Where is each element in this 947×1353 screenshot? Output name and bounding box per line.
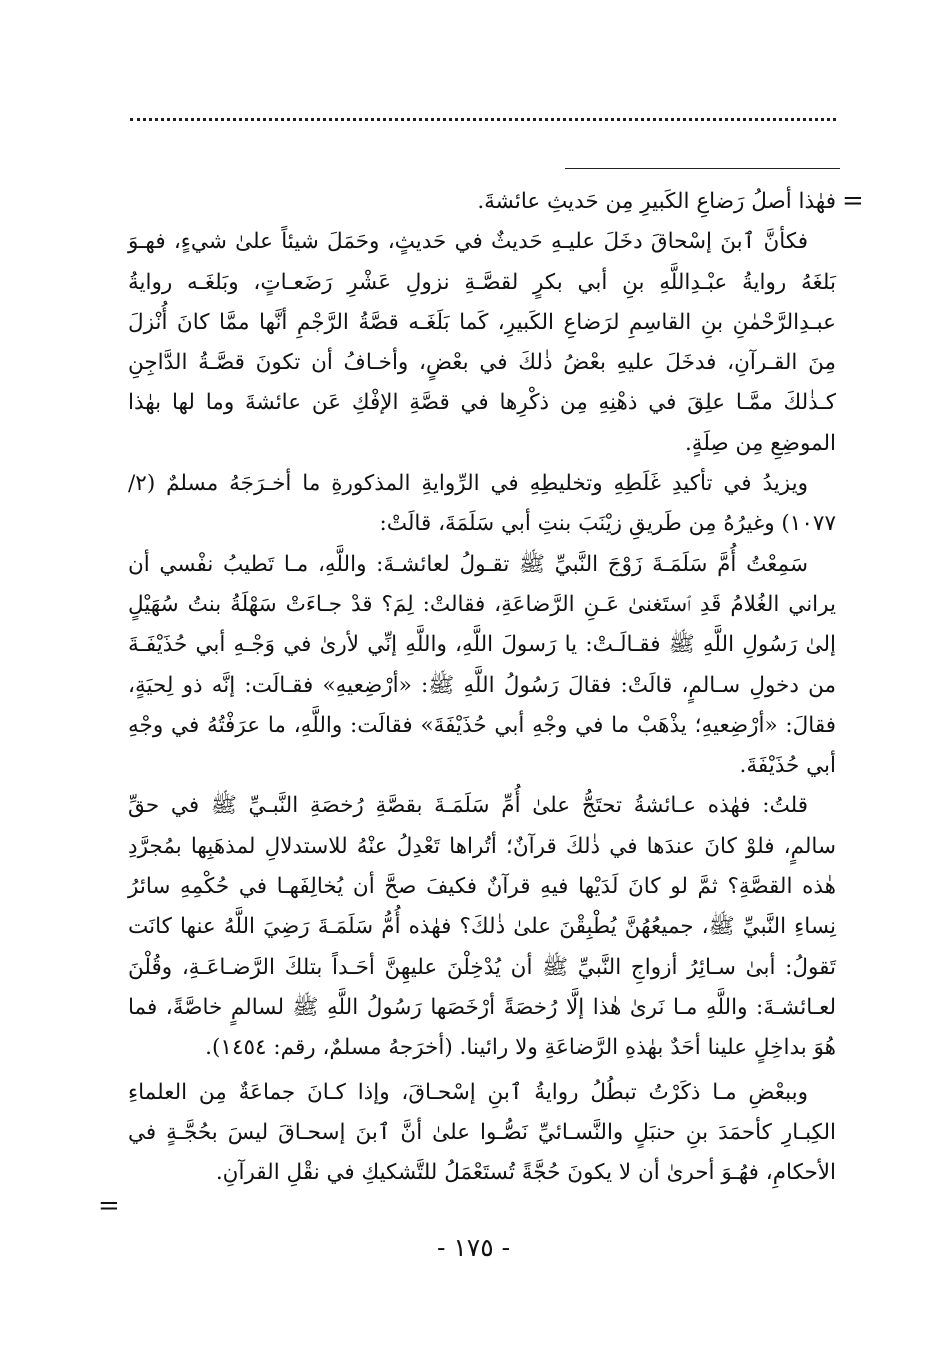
continuation-mark-top: = [842, 186, 864, 216]
paragraph-hadith-umm-salama: سَمِعْتُ أُمَّ سَلَمَـةَ زَوْجَ النَّبيِّ ﷺ تقـولُ لعائشـةَ: واللَّهِ، مـا تَطيبُ نفْسي أن يراني الغُلامُ قَدِ ٱستَغنىٰ عَـنِ الرَّضاعَةِ، فقالتْ: لِمَ؟ قدْ جـاءَتْ سَهْلَةُ بنتُ سُهَيْلٍ إلىٰ رَسُولِ اللَّهِ ﷺ فقـالَـتْ: يا رَسولَ اللَّهِ، واللَّهِ إنِّي لأرىٰ في وَجْـهِ أبي حُذَيْفَـةَ من دخولِ سـالمٍ، قالَتْ: فقالَ رَسُولُ اللَّهِ ﷺ: «أرْضِعيهِ» فقـالَت: إنَّه ذو لِحيَةٍ، فقالَ: «أرْضِعيهِ؛ يذْهَبْ ما في وجْهِ أبي حُذَيْفَةَ» فقالَت: واللَّهِ، ما عرَفْتُهُ في وجْهِ أبي حُذَيْفَةَ. [128, 551, 836, 779]
section-separator-dotted [130, 118, 836, 121]
paragraph-ibn-ishaq: فكأنَّ ٱبنَ إسْحاقَ دخَلَ عليـهِ حَديثٌ في حَديثٍ، وحَمَلَ شيئاً علىٰ شيءٍ، فهـوَ بَلغَهُ روايةُ عبْـدِاللَّهِ بنِ أبي بكرٍ لقصَّـةِ نزولِ عَشْرِ رَضَعـاتٍ، وبَلغَـه روايةُ عبـدِالرَّحْمٰنِ بنِ القاسِمِ لرَضاعِ الكَبيرِ، كَما بَلَغَـه قصَّةُ الرَّجْمِ أنَّها ممَّا كانَ أُنْزلَ مِنَ القـرآنِ، فدخَلَ عليهِ بعْضُ ذٰلكَ في بعْضٍ، وأخـافُ أن تكونَ قصَّـةُ الدَّاجِنِ كـذٰلكَ ممَّـا علِقَ في ذهْنِهِ مِن ذكْرِها في قصَّةِ الإفْكِ عَن عائشةَ وما لها بهٰذا الموضِعِ مِن صِلَةٍ. [128, 229, 836, 456]
paragraph-conclusion: فهٰذا أصلُ رَضاعِ الكَبيرِ مِن حَديثِ عائشةَ. [477, 189, 836, 214]
page-number: - ١٧٥ - [436, 1233, 511, 1262]
paragraph-muslim-report: ويزيدُ في تأكيدِ غَلَطِهِ وتخليطِهِ في الرِّوايةِ المذكورةِ ما أخـرَجَهُ مسلمٌ (٢/ ١٠٧٧) وغيرُهُ مِن طَريقِ زيْنَبَ بنتِ أبي سَلَمَةَ، قالَتْ: [128, 471, 836, 537]
paragraph-final: وببعْضِ مـا ذكَرْتُ تبطُلُ روايةُ ٱبنِ إسْحـاقَ، وإذا كـانَ جماعَةٌ مِن العلماءِ الكِبـارِ كأحمَدَ بنِ حنبَلٍ والنَّسـائيِّ نَصُّـوا علىٰ أنَّ ٱبنَ إسحـاقَ ليسَ بحُجَّـةٍ في الأحكامِ، فهُـوَ أحرىٰ أن لا يكونَ حُجَّةً تُستَعْمَلُ للتَّشكيكِ في نقْلِ القرآنِ. [128, 1079, 836, 1186]
continuation-mark-bottom: = [98, 1191, 120, 1221]
footnote-body [128, 182, 836, 1193]
footnote-rule [565, 168, 840, 169]
paragraph-commentary: قلتُ: فهٰذه عـائشةُ تحتَجُّ علىٰ أُمِّ سَلَمَـةَ بقصَّةِ رُخصَةِ النَّبـيِّ ﷺ في حقِّ سالمٍ، فلوْ كانَ عندَها في ذٰلكَ قرآنٌ؛ أتُراها تَعْدِلُ عنْهُ للاستدلالِ لمذهَبِها بمُجرَّدِ هٰذه القصَّةِ؟ ثمَّ لو كانَ لَدَيْها فيهِ قرآنٌ فكيفَ صحَّ أن يُخالِفَهـا في حُكْمِهِ سائرُ نِساءِ النَّبيِّ ﷺ، جميعُهُنَّ يُطْبِقْنَ علىٰ ذٰلكَ؟ فهٰذه أُمُّ سَلَمَـةَ رَضِيَ اللَّهُ عنها كانَت تَقولُ: أبىٰ سـائِرُ أزواجِ النَّبيِّ ﷺ أن يُدْخِلْنَ عليهِنَّ أحَـداً بتلكَ الرَّضـاعَـةِ، وقُلْنَ لعـائشـةَ: واللَّهِ مـا نَرىٰ هٰذا إلَّا رُخصَةً أرْخَصَها رَسُولُ اللَّهِ ﷺ لسالمٍ خاصَّةً، فما هُوَ بداخِلٍ علينا أحَدٌ بهٰذهِ الرَّضاعَةِ ولا رائينا. (أخرَجهُ مسلمٌ، رقم: ١٤٥٤). [128, 793, 836, 1061]
